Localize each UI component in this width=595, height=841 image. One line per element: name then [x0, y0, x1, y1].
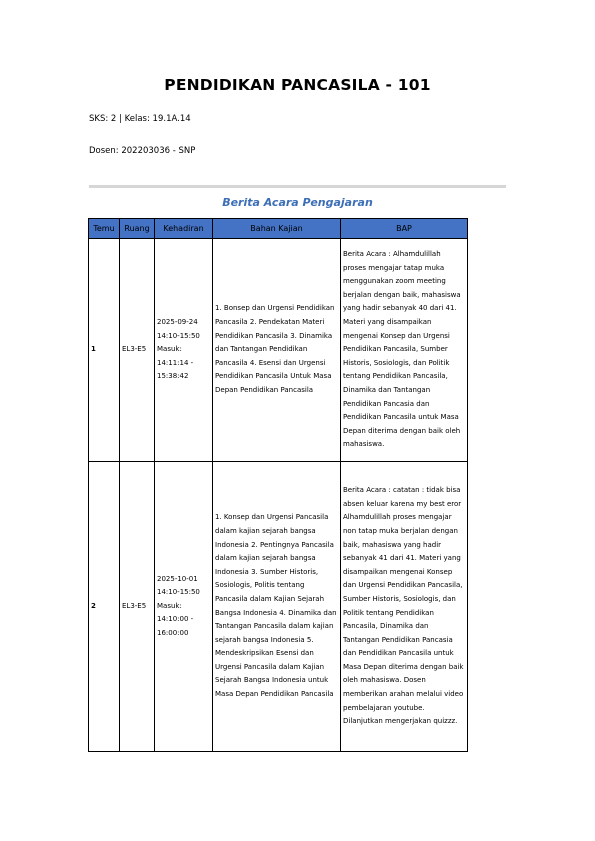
cell-temu: 2	[89, 462, 120, 752]
cell-ruang: EL3-E5	[120, 462, 155, 752]
table-header-row	[89, 219, 468, 239]
cell-bahan-kajian: 1. Bonsep dan Urgensi Pendidikan Pancasila 2. Pendekatan Materi Pendidikan Pancasila 3. Dinamika dan Tantangan Pendidikan Pancasila 4. Esensi dan Urgensi Pendidikan Pancasila Untuk Masa Depan Pendidikan Pancasila	[213, 239, 341, 462]
header-bap: BAP	[341, 219, 468, 239]
page-title: PENDIDIKAN PANCASILA - 101	[164, 76, 431, 94]
cell-kehadiran: 2025-10-01 14:10-15:50 Masuk: 14:10:00 - 16:00:00	[155, 462, 213, 752]
cell-bahan-kajian: 1. Konsep dan Urgensi Pancasila dalam kajian sejarah bangsa Indonesia 2. Pentingnya Pancasila dalam kajian sejarah bangsa Indonesia 3. Sumber Historis, Sosiologis, Politis tentang Pancasila dalam Kajian Sejarah Bangsa Indonesia 4. Dinamika dan Tantangan Pancasila dalam kajian sejarah bangsa Indonesia 5. Mendeskripsikan Esensi dan Urgensi Pancasila dalam Kajian Sejarah Bangsa Indonesia untuk Masa Depan Pendidikan Pancasila	[213, 462, 341, 752]
dosen-info: Dosen: 202203036 - SNP	[89, 146, 196, 156]
cell-temu: 1	[89, 239, 120, 462]
divider	[89, 185, 506, 188]
header-ruang: Ruang	[120, 219, 155, 239]
section-title: Berita Acara Pengajaran	[222, 196, 373, 209]
header-temu: Temu	[89, 219, 120, 239]
sks-kelas-info: SKS: 2 | Kelas: 19.1A.14	[89, 114, 191, 124]
header-bahan-kajian: Bahan Kajian	[213, 219, 341, 239]
cell-kehadiran: 2025-09-24 14:10-15:50 Masuk: 14:11:14 - 15:38:42	[155, 239, 213, 462]
bap-table	[88, 218, 468, 752]
table-row	[89, 462, 468, 752]
header-kehadiran: Kehadiran	[155, 219, 213, 239]
table-row	[89, 239, 468, 462]
cell-bap: Berita Acara : catatan : tidak bisa absen keluar karena my best eror Alhamdulillah proses mengajar non tatap muka berjalan dengan baik, mahasiswa yang hadir sebanyak 41 dari 41. Materi yang disampaikan mengenai Konsep dan Urgensi Pendidikan Pancasila, Sumber Historis, Sosiologis, dan Politik tentang Pendidikan Pancasila, Dinamika dan Tantangan Pendidikan Pancasia dan Pendidikan Pancasila untuk Masa Depan diterima dengan baik oleh mahasiswa. Dosen memberikan arahan melalui video pembelajaran youtube. Dilanjutkan mengerjakan quizzz.	[341, 462, 468, 752]
cell-bap: Berita Acara : Alhamdulillah proses mengajar tatap muka menggunakan zoom meeting berjalan dengan baik, mahasiswa yang hadir sebanyak 40 dari 41. Materi yang disampaikan mengenai Konsep dan Urgensi Pendidikan Pancasila, Sumber Historis, Sosiologis, dan Politik tentang Pendidikan Pancasila, Dinamika dan Tantangan Pendidikan Pancasia dan Pendidikan Pancasila untuk Masa Depan diterima dengan baik oleh mahasiswa.	[341, 239, 468, 462]
cell-ruang: EL3-E5	[120, 239, 155, 462]
